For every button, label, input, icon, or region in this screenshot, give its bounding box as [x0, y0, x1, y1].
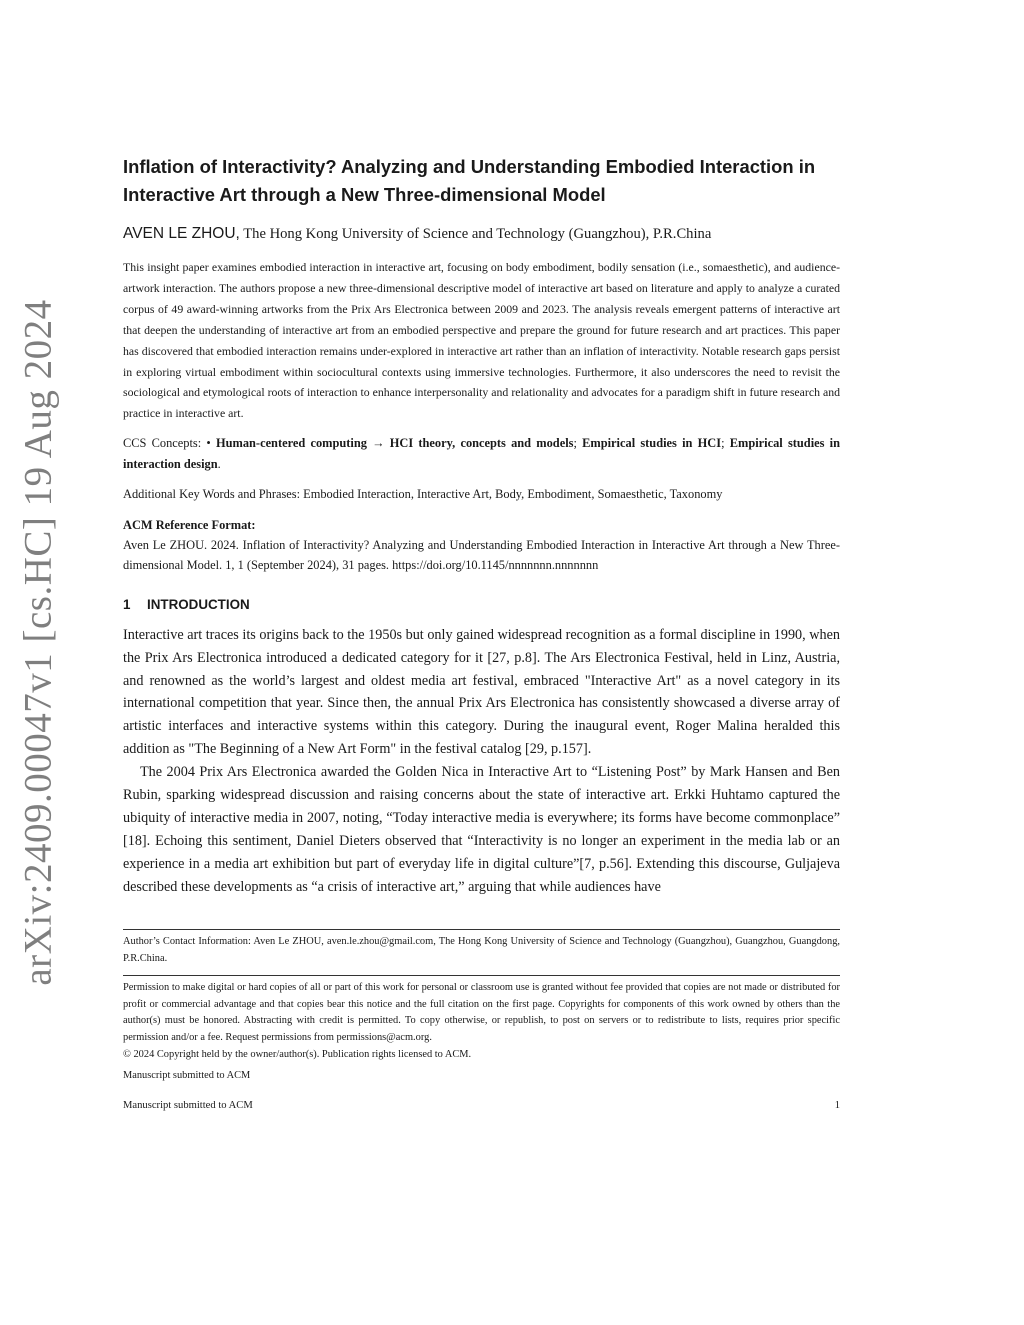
ccs-term-3: Empirical studies in interaction design — [123, 436, 841, 471]
contact-footnote-block — [123, 929, 840, 967]
footer-left: Manuscript submitted to ACM — [123, 1100, 253, 1111]
body-paragraph: Interactive art traces its origins back to the 1950s but only gained widespread recognition as a formal discipline in 1990, when the Prix Ars Electronica introduced a dedicated category for it [27, p.8]. The Ars Electronica Festival, held in Linz, Austria, and renowned as the world’s largest and oldest media art festival, embraced "Interactive Art" as a novel category in its international competition that year. Since then, the annual Prix Ars Electronica has consistently showcased a diverse array of artistic interfaces and interactive systems within this category. During the inaugural event, Roger Malina heralded this addition as "The Beginning of a New Art Form" in the festival catalog [29, p.157]. — [123, 626, 840, 758]
abstract: This insight paper examines embodied interaction in interactive art, focusing on body embodiment, bodily sensation (i.e., somaesthetic), and audience-artwork interaction. The authors propose a new three-dimensional descriptive model of interactive art based on literature and apply to analyze a curated corpus of 49 award-winning artworks from the Prix Ars Electronica between 2009 and 2023. The analysis reveals emergent patterns of interactive art that deepen the understanding of interactive art from an embodied perspective and prepare the ground for future research and art practices. This paper has discovered that embodied interaction remains under-explored in interactive art rather than an inflation of interactivity. Notable research gaps persist in exploring virtual embodiment within sociocultural contexts using immersive technologies. Furthermore, it also underscores the need to revisit the sociological and etymological roots of interaction to enhance interpersonality and relationality and advocates for a paradigm shift in future research and practice in interactive art. — [123, 260, 840, 421]
manuscript-line: Manuscript submitted to ACM — [123, 1069, 251, 1081]
author-line — [123, 224, 840, 244]
section-heading — [123, 595, 840, 615]
permission-rule — [123, 975, 840, 976]
ccs-term-1: Human-centered computing → HCI theory, concepts and models — [216, 436, 574, 451]
acm-reference-heading: ACM Reference Format: — [123, 517, 256, 532]
author-name: AVEN LE ZHOU, — [123, 225, 240, 242]
acm-reference-text: Aven Le ZHOU. 2024. Inflation of Interactivity? Analyzing and Understanding Embodied Interaction in Interactive Art through a New Three-dimensional Model. 1, 1 (September 2024), 31 pages. https://doi.org/10.1145/nnnnnnn.nnnnnnn — [123, 537, 840, 573]
arxiv-id: arXiv:2409.00047v1 [cs.HC] 19 Aug 2024 — [16, 299, 60, 986]
arxiv-watermark — [10, 299, 66, 986]
paper-page — [123, 153, 840, 899]
page-footer — [123, 1100, 840, 1111]
section-title: INTRODUCTION — [147, 596, 250, 612]
section-number: 1 — [123, 596, 131, 612]
footnote-rule — [123, 929, 840, 930]
contact-footnote: Author’s Contact Information: Aven Le ZHOU, aven.le.zhou@gmail.com, The Hong Kong University of Science and Technology (Guangzhou), Guangzhou, Guangdong, P.R.China. — [123, 936, 840, 964]
ccs-term-2: Empirical studies in HCI — [582, 436, 722, 451]
ccs-sep-1: ; — [573, 436, 583, 451]
permission-footnote: Permission to make digital or hard copies of all or part of this work for personal or classroom use is granted without fee provided that copies are not made or distributed for profit or commercial advantage and that copies bear this notice and the full citation on the first page. Copyrights for components of this work owned by others than the author(s) must be honored. Abstracting with credit is permitted. To copy otherwise, or republish, to post on servers or to redistribute to lists, requires prior specific permission and/or a fee. Request permissions from permissions@acm.org. — [123, 982, 840, 1043]
ccs-sep-2: ; — [721, 436, 730, 451]
copyright-line: © 2024 Copyright held by the owner/author(s). Publication rights licensed to ACM. — [123, 1049, 472, 1061]
ccs-end: . — [217, 456, 221, 471]
paper-title: Inflation of Interactivity? Analyzing and Understanding Embodied Interaction in Interactive Art through a New Three-dimensional Model — [123, 156, 816, 205]
author-affiliation: The Hong Kong University of Science and Technology (Guangzhou), P.R.China — [239, 226, 712, 242]
page-number: 1 — [834, 1100, 840, 1111]
ccs-concepts — [123, 433, 840, 474]
ccs-label: CCS Concepts: • — [123, 436, 216, 451]
body-paragraph: The 2004 Prix Ars Electronica awarded the Golden Nica in Interactive Art to “Listening Post” by Mark Hansen and Ben Rubin, sparking widespread discussion and raising concerns about the state of interactive art. Erkki Huhtamo captured the ubiquity of interactive media in 2007, noting, “Today interactive media is everywhere; its forms have become commonplace” [18]. Echoing this sentiment, Daniel Dieters observed that “Interactivity is no longer an experiment in the media lab or an experience in a media art exhibition but part of everyday life in digital culture”[7, p.56]. Extending this discourse, Guljajeva described these developments as “a crisis of interactive art,” arguing that while audiences have — [123, 764, 840, 895]
keywords: Additional Key Words and Phrases: Embodied Interaction, Interactive Art, Body, Embodiment, Somaesthetic, Taxonomy — [123, 487, 723, 502]
section-body — [123, 624, 840, 899]
permission-block — [123, 975, 840, 1085]
